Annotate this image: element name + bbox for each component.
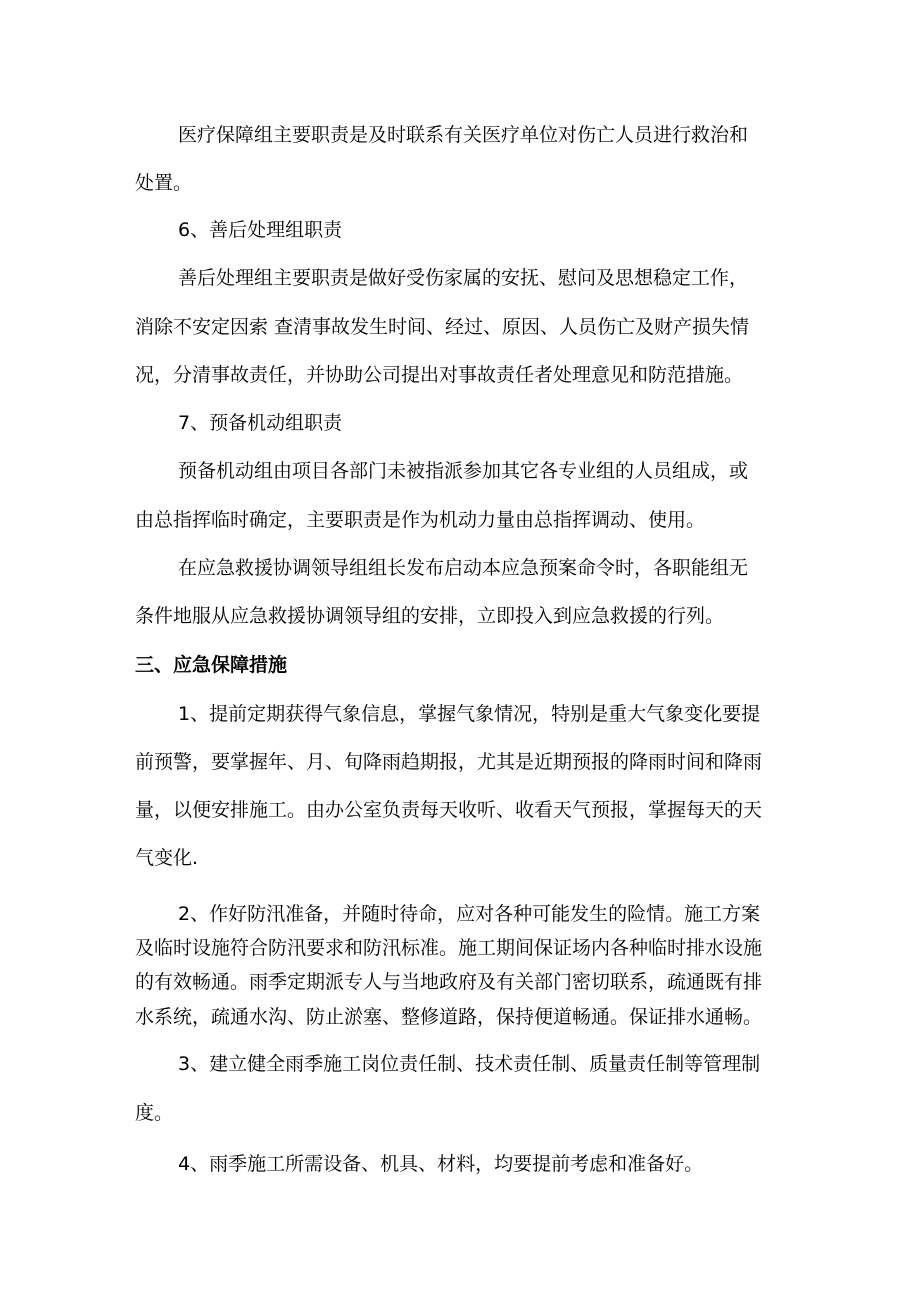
measure-2-line-1: 2、作好防汛准备，并随时待命，应对各种可能发生的险情。施工方案 [178, 903, 761, 925]
measure-2-line-3: 的有效畅通。雨季定期派专人与当地政府及有关部门密切联系，疏通既有排 [135, 971, 763, 993]
measure-1-line-1: 1、提前定期获得气象信息，掌握气象情况，特别是重大气象变化要提 [178, 703, 761, 725]
measure-3-line-2: 度。 [135, 1102, 174, 1124]
measure-3-line-1: 3、建立健全雨季施工岗位责任制、技术责任制、质量责任制等管理制 [178, 1053, 761, 1075]
measure-4-line-1: 4、雨季施工所需设备、机具、材料，均要提前考虑和准备好。 [178, 1153, 704, 1175]
measure-2-line-4: 水系统，疏通水沟、防止淤塞、整修道路，保持便道畅通。保证排水通畅。 [135, 1006, 763, 1028]
aftermath-group-duty-line-3: 况，分清事故责任，并协助公司提出对事故责任者处理意见和防范措施。 [135, 364, 744, 386]
medical-group-duty-line-2: 处置。 [135, 172, 193, 194]
command-order-line-1: 在应急救援协调领导组组长发布启动本应急预案命令时，各职能组无 [178, 557, 749, 579]
measure-1-line-4: 气变化. [135, 847, 199, 869]
aftermath-group-duty-line-1: 善后处理组主要职责是做好受伤家属的安抚、慰问及思想稳定工作， [178, 267, 749, 289]
measure-1-line-2: 前预警，要掌握年、月、旬降雨趋期报，尤其是近期预报的降雨时间和降雨 [135, 751, 763, 773]
measure-1-line-3: 量，以便安排施工。由办公室负责每天收听、收看天气预报，掌握每天的天 [135, 799, 763, 821]
measure-2-line-2: 及临时设施符合防汛要求和防汛标准。施工期间保证场内各种临时排水设施 [135, 937, 763, 959]
command-order-line-2: 条件地服从应急救援协调领导组的安排，立即投入到应急救援的行列。 [135, 605, 725, 627]
section-3-heading: 三、应急保障措施 [135, 654, 288, 676]
medical-group-duty-line-1: 医疗保障组主要职责是及时联系有关医疗单位对伤亡人员进行救治和 [178, 124, 749, 146]
reserve-group-duty-line-2: 由总指挥临时确定，主要职责是作为机动力量由总指挥调动、使用。 [135, 509, 706, 531]
aftermath-group-duty-line-2: 消除不安定因索 查清事故发生时间、经过、原因、人员伤亡及财产损失情 [135, 316, 750, 338]
reserve-group-duty-line-1: 预备机动组由项目各部门未被指派参加其它各专业组的人员组成，或 [178, 460, 749, 482]
reserve-group-title: 7、预备机动组职责 [178, 412, 343, 434]
aftermath-group-title: 6、善后处理组职责 [178, 219, 343, 241]
